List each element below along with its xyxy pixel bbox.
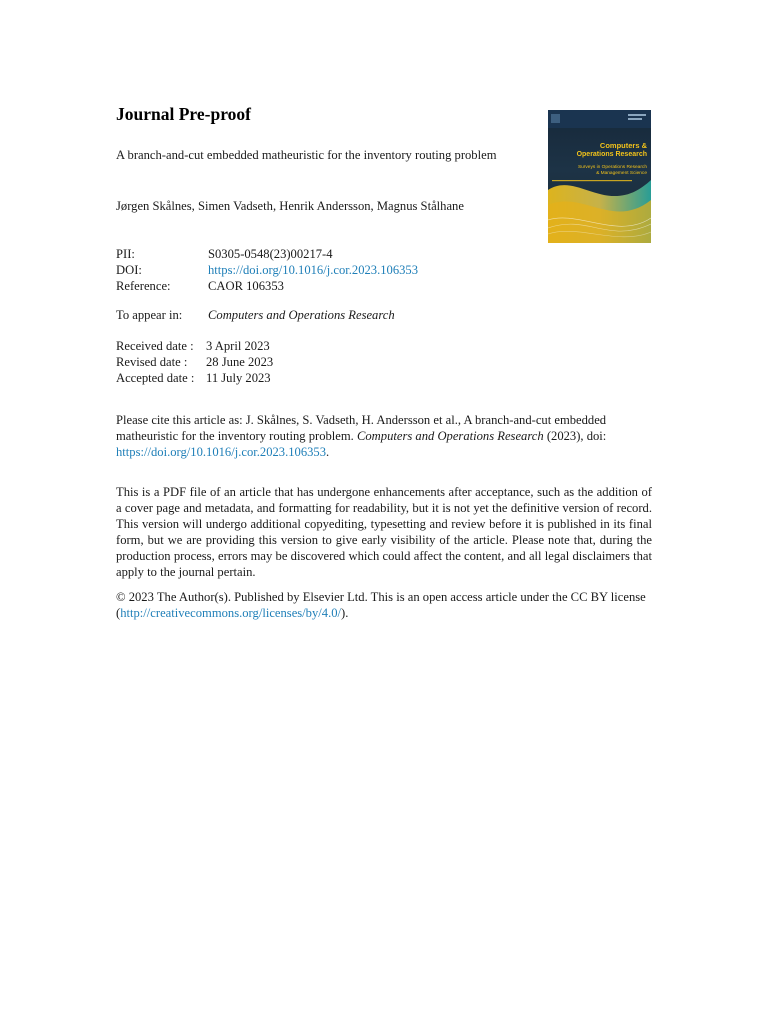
author-list: Jørgen Skålnes, Simen Vadseth, Henrik Andersson, Magnus Stålhane [116,199,464,213]
license-paragraph [116,589,652,621]
cover-subtitle-line1: Surveys in Operations Research [577,165,647,170]
received-value: 3 April 2023 [206,339,270,353]
revised-label: Revised date : [116,355,188,369]
citation-journal: Computers and Operations Research [356,429,544,443]
revised-value: 28 June 2023 [206,355,274,369]
citation-paragraph [116,412,652,460]
disclaimer-paragraph: This is a PDF file of an article that has undergone enhancements after acceptance, such as the addition of a cover page and metadata, and formatting for readability, but it is not yet the definitive version of record. This version will undergo additional copyediting, typesetting and review before it is published in its final form, but we are providing this version to give early visibility of the article. Please note that, during the production process, errors may be discovered which could affect the content, and all legal disclaimers that apply to the journal pertain. [116,485,652,579]
revised-row [116,354,273,370]
appear-label: To appear in: [116,308,183,322]
license-link[interactable]: http://creativecommons.org/licenses/by/4.0/ [120,606,342,620]
appear-in-row [116,308,395,323]
citation-doi-link[interactable]: https://doi.org/10.1016/j.cor.2023.106353 [116,445,327,459]
accepted-row [116,370,273,386]
doi-row [116,262,418,278]
accepted-value: 11 July 2023 [206,371,271,385]
cover-title-line1: Computers & [599,141,647,150]
article-metadata [116,246,418,294]
doi-label: DOI: [116,263,142,277]
citation-year: (2023), doi: [546,429,607,443]
pii-label: PII: [116,247,135,261]
doi-link[interactable]: https://doi.org/10.1016/j.cor.2023.106353 [208,263,419,277]
reference-value: CAOR 106353 [208,279,284,293]
reference-row [116,278,418,294]
license-text: © 2023 The Author(s). Published by Elsevier Ltd. This is an open access article under the CC BY license ( [116,590,646,620]
reference-label: Reference: [116,279,171,293]
accepted-label: Accepted date : [116,371,195,385]
pii-row [116,246,418,262]
received-row [116,338,273,354]
article-title: A branch-and-cut embedded matheuristic for the inventory routing problem [116,148,497,162]
cover-title-line2: Operations Research [576,151,647,158]
received-label: Received date : [116,339,194,353]
pii-value: S0305-0548(23)00217-4 [208,247,333,261]
citation-end: . [326,445,330,459]
citation-text: Please cite this article as: J. Skålnes, S. Vadseth, H. Andersson et al., A branch-and-cut embedded matheuristic for the inventory routing problem. [116,413,607,443]
page-heading: Journal Pre-proof [116,104,251,124]
journal-name: Computers and Operations Research [208,308,395,322]
journal-cover-image [548,110,651,243]
cover-subtitle-line2: & Management Science [596,171,647,176]
license-end: ). [341,606,349,620]
article-dates [116,338,273,386]
